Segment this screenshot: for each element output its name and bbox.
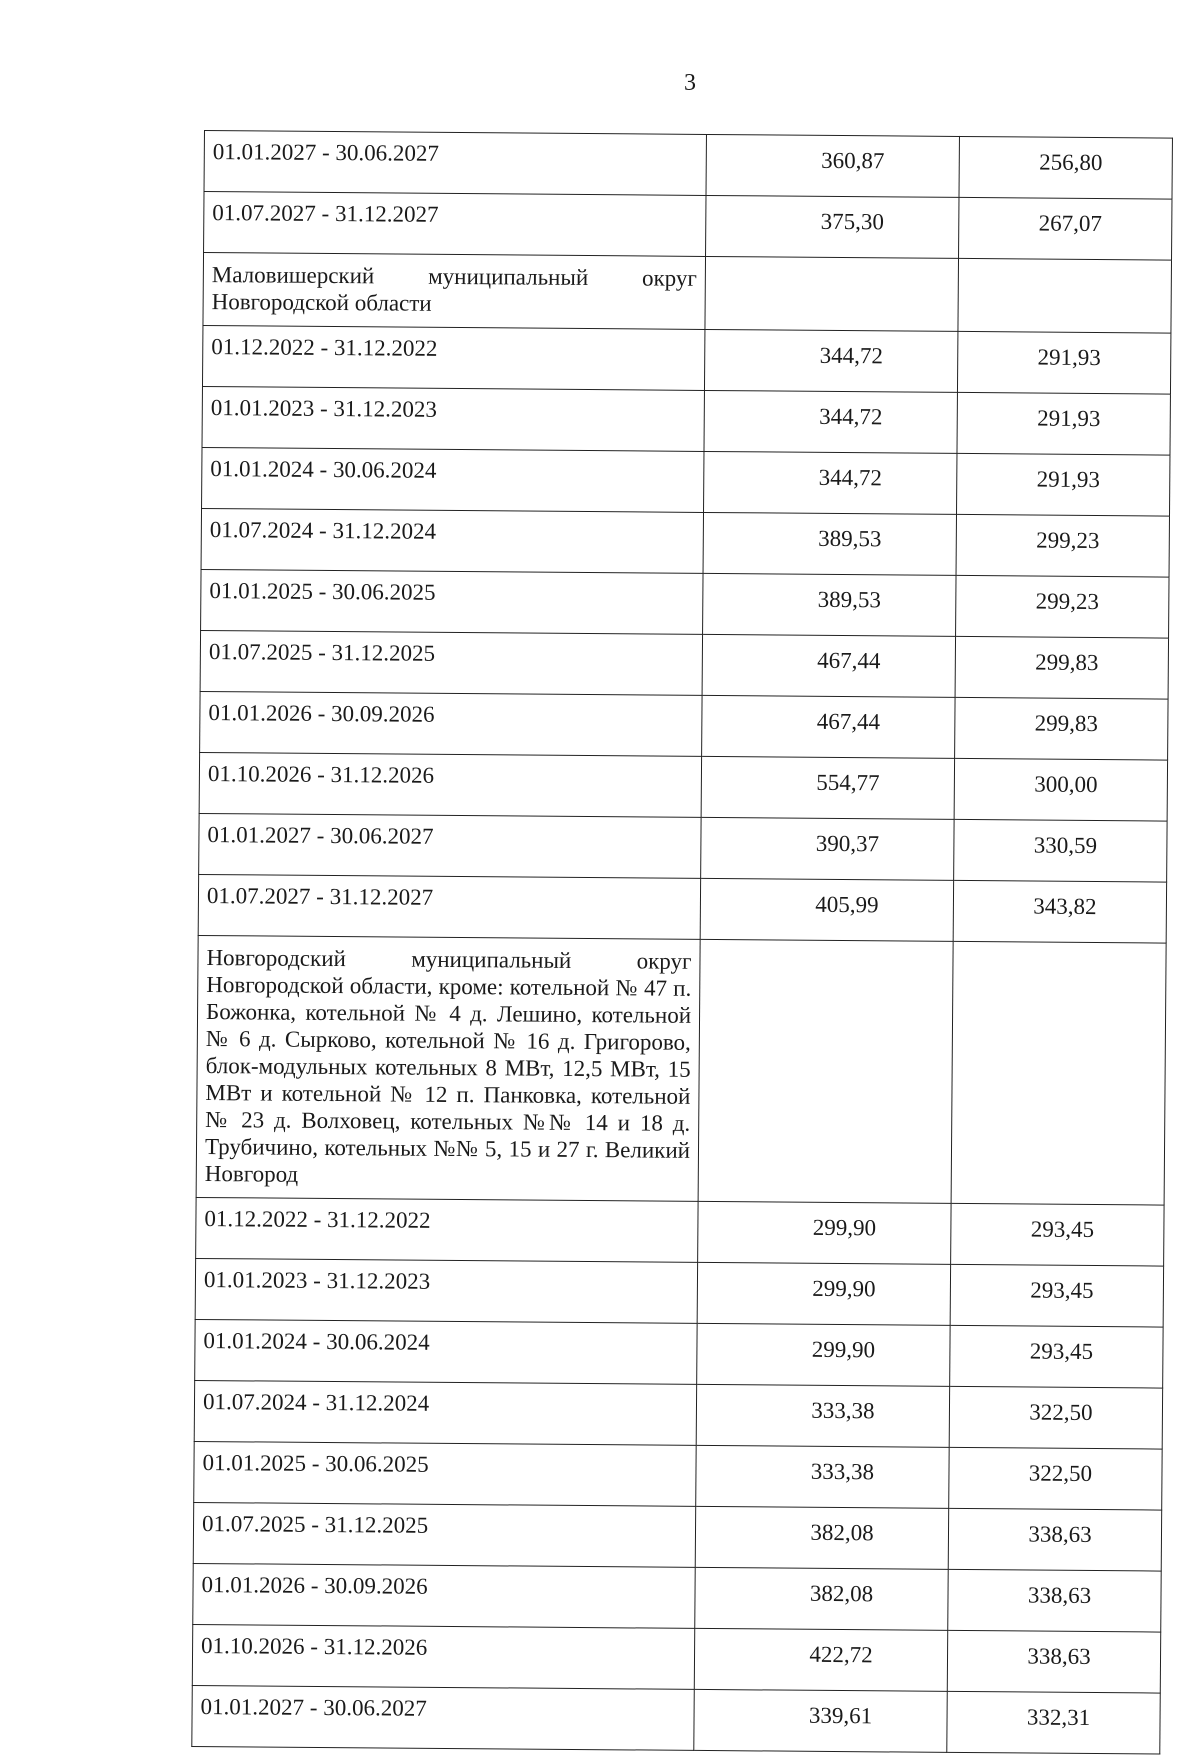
- period-cell: 01.01.2026 - 30.09.2026: [193, 1563, 695, 1628]
- period-cell: 01.07.2027 - 31.12.2027: [198, 874, 700, 939]
- table-row: [202, 386, 1170, 455]
- value-cell-2: 267,07: [959, 197, 1172, 260]
- table-row: [196, 1197, 1164, 1266]
- table-row: [204, 131, 1172, 200]
- value-cell-1: 390,37: [701, 817, 954, 880]
- value-cell-2: 256,80: [959, 136, 1172, 199]
- empty-cell: [698, 939, 953, 1203]
- empty-cell: [705, 256, 959, 331]
- period-cell: 01.01.2026 - 30.09.2026: [200, 691, 702, 756]
- value-cell-2: 293,45: [951, 1203, 1164, 1266]
- period-cell: 01.07.2025 - 31.12.2025: [200, 630, 702, 695]
- value-cell-2: 291,93: [957, 392, 1170, 455]
- period-cell: 01.10.2026 - 31.12.2026: [192, 1624, 694, 1689]
- table-row: [194, 1441, 1162, 1510]
- value-cell-1: 299,90: [697, 1262, 950, 1325]
- value-cell-1: 339,61: [694, 1689, 947, 1752]
- period-cell: 01.12.2022 - 31.12.2022: [196, 1197, 698, 1262]
- value-cell-2: 343,82: [953, 880, 1166, 943]
- region-name-line1: Маловишерский муниципальный округ: [211, 262, 697, 291]
- value-cell-2: 293,45: [950, 1325, 1163, 1388]
- empty-cell: [951, 941, 1166, 1205]
- table-row: [193, 1563, 1161, 1632]
- period-cell: 01.07.2024 - 31.12.2024: [194, 1380, 696, 1445]
- tariff-table: [191, 130, 1173, 1755]
- region-name-line2: Новгородской области: [211, 289, 432, 316]
- table-row: [193, 1502, 1161, 1571]
- page-number: 3: [684, 70, 696, 96]
- table-row: [195, 1319, 1163, 1388]
- table-row: [194, 1380, 1162, 1449]
- period-cell: 01.01.2027 - 30.06.2027: [192, 1685, 694, 1750]
- value-cell-1: 382,08: [695, 1567, 948, 1630]
- value-cell-1: 382,08: [695, 1506, 948, 1569]
- table-row: [195, 1258, 1163, 1327]
- value-cell-1: 375,30: [706, 195, 959, 258]
- period-cell: 01.01.2025 - 30.06.2025: [201, 569, 703, 634]
- table-row: [192, 1685, 1160, 1754]
- period-cell: 01.07.2025 - 31.12.2025: [193, 1502, 695, 1567]
- value-cell-2: 338,63: [948, 1569, 1161, 1632]
- tariff-table-body: [192, 131, 1173, 1755]
- value-cell-1: 405,99: [700, 878, 953, 941]
- value-cell-1: 467,44: [702, 634, 955, 697]
- value-cell-2: 338,63: [947, 1630, 1160, 1693]
- value-cell-2: 299,83: [955, 636, 1168, 699]
- empty-cell: [958, 258, 1172, 333]
- region-row: [203, 253, 1172, 334]
- region-row: [196, 935, 1166, 1205]
- period-cell: 01.01.2027 - 30.06.2027: [204, 131, 706, 196]
- region-cell: Новгородский муниципальный округ Новгородской области, кроме: котельной № 47 п. Божонка, котельной № 4 д. Лешино, котельной № 6 д. Сырково, котельной № 16 д. Григорово, блок-модульных котельных 8 МВт, 12,5 МВт, 15 МВт и котельной № 12 п. Панковка, котельной № 23 д. Волховец, котельных №№ 14 и 18 д. Трубичино, котельных №№ 5, 15 и 27 г. Великий Новгород: [196, 935, 700, 1201]
- value-cell-2: 332,31: [947, 1691, 1160, 1754]
- table-row: [201, 569, 1169, 638]
- value-cell-1: 299,90: [697, 1323, 950, 1386]
- region-cell: [203, 253, 706, 330]
- value-cell-1: 333,38: [696, 1445, 949, 1508]
- period-cell: 01.01.2024 - 30.06.2024: [202, 447, 704, 512]
- value-cell-2: 291,93: [957, 453, 1170, 516]
- value-cell-1: 344,72: [704, 390, 957, 453]
- value-cell-1: 299,90: [698, 1201, 951, 1264]
- period-cell: 01.01.2023 - 31.12.2023: [202, 386, 704, 451]
- value-cell-1: 344,72: [704, 329, 957, 392]
- period-cell: 01.07.2027 - 31.12.2027: [204, 192, 706, 257]
- table-row: [204, 192, 1172, 261]
- table-row: [202, 325, 1170, 394]
- value-cell-2: 338,63: [948, 1508, 1161, 1571]
- period-cell: 01.01.2027 - 30.06.2027: [199, 813, 701, 878]
- value-cell-2: 330,59: [954, 819, 1167, 882]
- table-row: [200, 630, 1168, 699]
- value-cell-1: 344,72: [704, 451, 957, 514]
- period-cell: 01.01.2025 - 30.06.2025: [194, 1441, 696, 1506]
- value-cell-1: 333,38: [696, 1384, 949, 1447]
- table-row: [198, 874, 1166, 943]
- period-cell: 01.01.2024 - 30.06.2024: [195, 1319, 697, 1384]
- value-cell-1: 554,77: [701, 756, 954, 819]
- table-row: [199, 752, 1167, 821]
- table-row: [201, 508, 1169, 577]
- value-cell-1: 467,44: [702, 695, 955, 758]
- period-cell: 01.12.2022 - 31.12.2022: [202, 325, 704, 390]
- table-row: [192, 1624, 1160, 1693]
- value-cell-1: 422,72: [694, 1628, 947, 1691]
- table-row: [202, 447, 1170, 516]
- value-cell-2: 291,93: [957, 331, 1170, 394]
- table-row: [200, 691, 1168, 760]
- value-cell-2: 322,50: [949, 1447, 1162, 1510]
- value-cell-2: 322,50: [949, 1386, 1162, 1449]
- value-cell-2: 299,23: [956, 514, 1169, 577]
- value-cell-2: 299,23: [956, 575, 1169, 638]
- period-cell: 01.01.2023 - 31.12.2023: [195, 1258, 697, 1323]
- value-cell-2: 300,00: [954, 758, 1167, 821]
- value-cell-1: 360,87: [706, 134, 959, 197]
- value-cell-2: 293,45: [950, 1264, 1163, 1327]
- value-cell-1: 389,53: [703, 512, 956, 575]
- table-row: [199, 813, 1167, 882]
- value-cell-2: 299,83: [955, 697, 1168, 760]
- period-cell: 01.07.2024 - 31.12.2024: [201, 508, 703, 573]
- period-cell: 01.10.2026 - 31.12.2026: [199, 752, 701, 817]
- value-cell-1: 389,53: [703, 573, 956, 636]
